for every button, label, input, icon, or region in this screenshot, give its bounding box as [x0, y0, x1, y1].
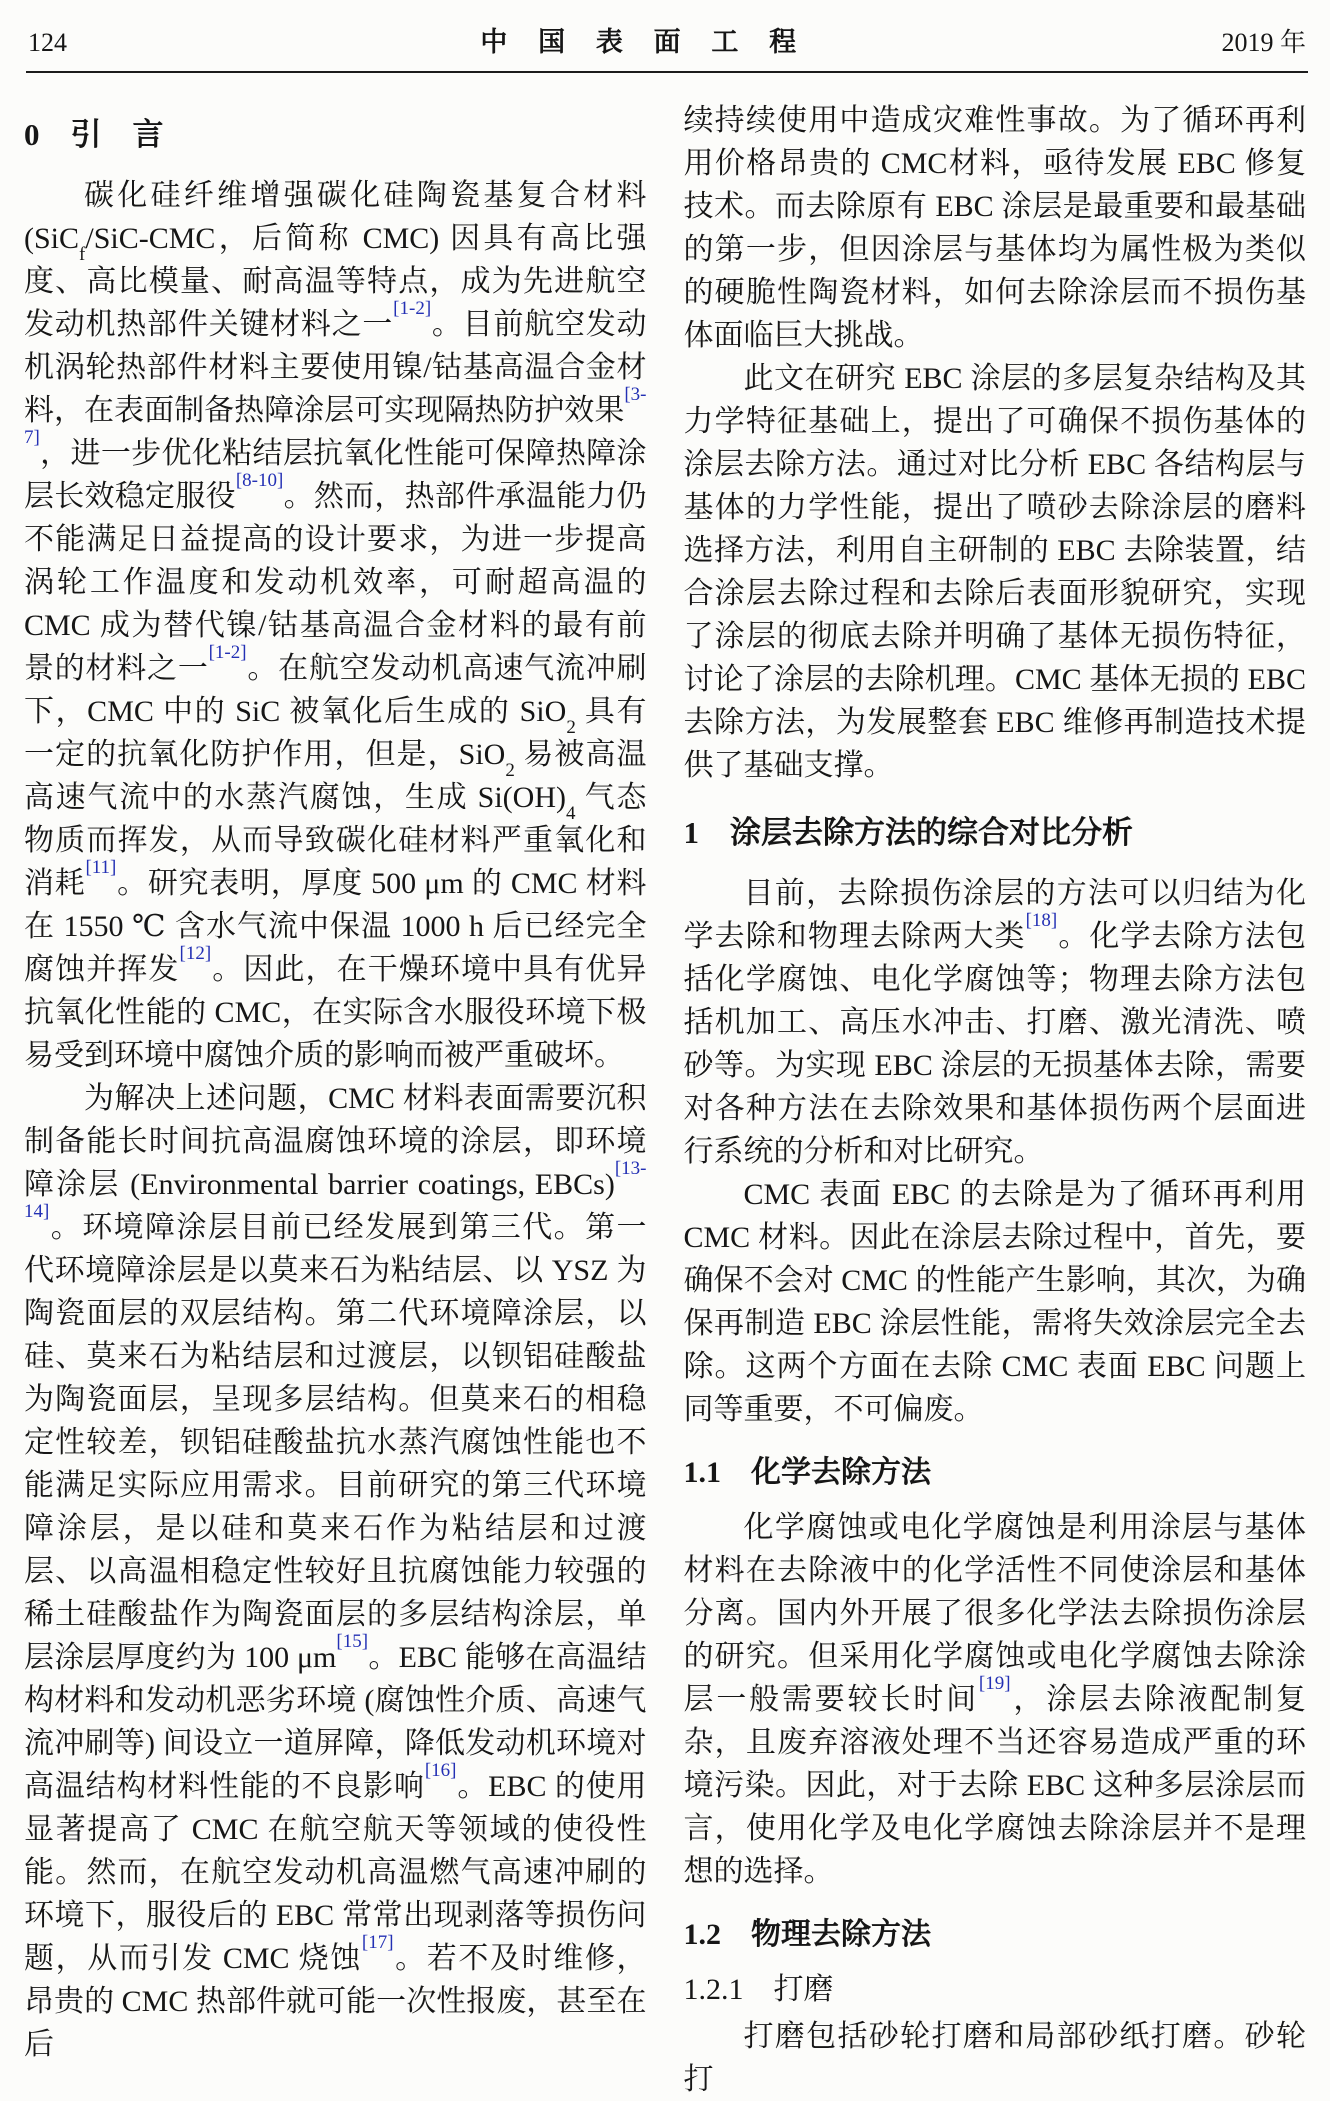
- citation-ref: [18]: [1025, 909, 1058, 931]
- journal-title: 中 国 表 面 工 程: [480, 27, 809, 57]
- chemical-subscript: 2: [566, 716, 576, 738]
- paragraph: 续持续使用中造成灾难性事故。为了循环再利用价格昂贵的 CMC材料，亟待发展 EBC 修复技术。而去除原有 EBC 涂层是最重要和最基础的第一步，但因涂层与基体均为属性极为类似的硬脆性陶瓷材料，如何去除涂层而不损伤基体面临巨大挑战。: [683, 104, 1306, 352]
- paragraph: 化学腐蚀或电化学腐蚀是利用涂层与基体材料在去除液中的化学活性不同使涂层和基体分离。国内外开展了很多化学法去除损伤涂层的研究。但采用化学腐蚀或电化学腐蚀去除涂层一般需要较长时间[19]，涂层去除液配制复杂，且废弃溶液处理不当还容易造成严重的环境污染。因此，对于去除 EBC 这种多层涂层而言，使用化学及电化学腐蚀去除涂层并不是理想的选择。: [683, 1511, 1306, 1888]
- left-column: [24, 99, 647, 2101]
- paragraph: 打磨包括砂轮打磨和局部砂纸打磨。砂轮打: [683, 2020, 1306, 2096]
- publication-year: 2019 年: [1221, 28, 1306, 57]
- paragraph: CMC 表面 EBC 的去除是为了循环再利用 CMC 材料。因此在涂层去除过程中，首先，要确保不会对 CMC 的性能产生影响，其次，为确保再制造 EBC 涂层性能，需将失效涂层完全去除。这两个方面在去除 CMC 表面 EBC 问题上同等重要，不可偏废。: [683, 1178, 1306, 1426]
- citation-ref: [3-7]: [24, 383, 647, 448]
- page-header: [0, 0, 1330, 59]
- citation-ref: [16]: [424, 1759, 457, 1781]
- section-heading: 1 涂层去除方法的综合对比分析: [683, 815, 1133, 850]
- citation-ref: [17]: [361, 1931, 394, 1953]
- citation-ref: [1-2]: [208, 641, 247, 663]
- chemical-subscript: f: [79, 243, 86, 265]
- paragraph: 目前，去除损伤涂层的方法可以归结为化学去除和物理去除两大类[18]。化学去除方法包括化学腐蚀、电化学腐蚀等；物理去除方法包括机加工、高压水冲击、打磨、激光清洗、喷砂等。为实现 EBC 涂层的无损基体去除，需要对各种方法在去除效果和基体损伤两个层面进行系统的分析和对比研究。: [683, 877, 1307, 1168]
- citation-ref: [13-14]: [24, 1157, 647, 1222]
- citation-ref: [11]: [85, 856, 117, 878]
- article-body: [0, 99, 1330, 2101]
- header-divider: [26, 71, 1308, 73]
- citation-ref: [1-2]: [393, 297, 432, 319]
- citation-ref: [19]: [978, 1672, 1011, 1694]
- right-column: [684, 99, 1307, 2101]
- section-heading: 1.2.1 打磨: [683, 1973, 834, 2006]
- chemical-subscript: 2: [505, 759, 515, 781]
- section-heading: 0 引 言: [24, 117, 164, 152]
- citation-ref: [15]: [336, 1630, 369, 1652]
- citation-ref: [12]: [179, 942, 212, 964]
- section-heading: 1.1 化学去除方法: [683, 1456, 931, 1489]
- chemical-subscript: 4: [566, 802, 576, 824]
- page-number: 124: [28, 28, 67, 57]
- paragraph: 碳化硅纤维增强碳化硅陶瓷基复合材料(SiC$_f$/SiC-CMC，后简称 CMC) 因具有高比强度、高比模量、耐高温等特点，成为先进航空发动机热部件关键材料之一[1-2]。目前航空发动机涡轮热部件材料主要使用镍/钴基高温合金材料，在表面制备热障涂层可实现隔热防护效果[3-7]，进一步优化粘结层抗氧化性能可保障热障涂层长效稳定服役[8-10]。然而，热部件承温能力仍不能满足日益提高的设计要求，为进一步提高涡轮工作温度和发动机效率，可耐超高温的 CMC 成为替代镍/钴基高温合金材料的最有前景的材料之一[1-2]。在航空发动机高速气流冲刷下，CMC 中的 SiC 被氧化后生成的 SiO$_2$ 具有一定的抗氧化防护作用，但是，SiO$_2$ 易被高温高速气流中的水蒸汽腐蚀，生成 $Si(OH)_4$ 气态物质而挥发，从而导致碳化硅材料严重氧化和消耗[11]。研究表明，厚度 500 μm 的 CMC 材料在 1550 ℃ 含水气流中保温 1000 h 后已经完全腐蚀并挥发[12]。因此，在干燥环境中具有优异抗氧化性能的 CMC，在实际含水服役环境下极易受到环境中腐蚀介质的影响而被严重破坏。: [24, 179, 647, 1072]
- paragraph: 此文在研究 EBC 涂层的多层复杂结构及其力学特征基础上，提出了可确保不损伤基体的涂层去除方法。通过对比分析 EBC 各结构层与基体的力学性能，提出了喷砂去除涂层的磨料选择方法，利用自主研制的 EBC 去除装置，结合涂层去除过程和去除后表面形貌研究，实现了涂层的彻底去除并明确了基体无损伤特征，讨论了涂层的去除机理。CMC 基体无损的 EBC 去除方法，为发展整套 EBC 维修再制造技术提供了基础支撑。: [683, 362, 1306, 782]
- paragraph: 为解决上述问题，CMC 材料表面需要沉积制备能长时间抗高温腐蚀环境的涂层，即环境障涂层 (Environmental barrier coatings, EBCs)[13-14]。环境障涂层目前已经发展到第三代。第一代环境障涂层是以莫来石为粘结层、以 YSZ 为陶瓷面层的双层结构。第二代环境障涂层，以硅、莫来石为粘结层和过渡层，以钡铝硅酸盐为陶瓷面层，呈现多层结构。但莫来石的相稳定性较差，钡铝硅酸盐抗水蒸汽腐蚀性能也不能满足实际应用需求。目前研究的第三代环境障涂层，是以硅和莫来石作为粘结层和过渡层、以高温相稳定性较好且抗腐蚀能力较强的稀土硅酸盐作为陶瓷面层的多层结构涂层，单层涂层厚度约为 100 μm[15]。EBC 能够在高温结构材料和发动机恶劣环境 (腐蚀性介质、高速气流冲刷等) 间设立一道屏障，降低发动机环境对高温结构材料性能的不良影响[16]。EBC 的使用显著提高了 CMC 在航空航天等领域的使役性能。然而，在航空发动机高温燃气高速冲刷的环境下，服役后的 EBC 常常出现剥落等损伤问题，从而引发 CMC 烧蚀[17]。若不及时维修，昂贵的 CMC 热部件就可能一次性报废，甚至在后: [24, 1082, 647, 2061]
- section-heading: 1.2 物理去除方法: [683, 1918, 931, 1951]
- citation-ref: [8-10]: [235, 469, 284, 491]
